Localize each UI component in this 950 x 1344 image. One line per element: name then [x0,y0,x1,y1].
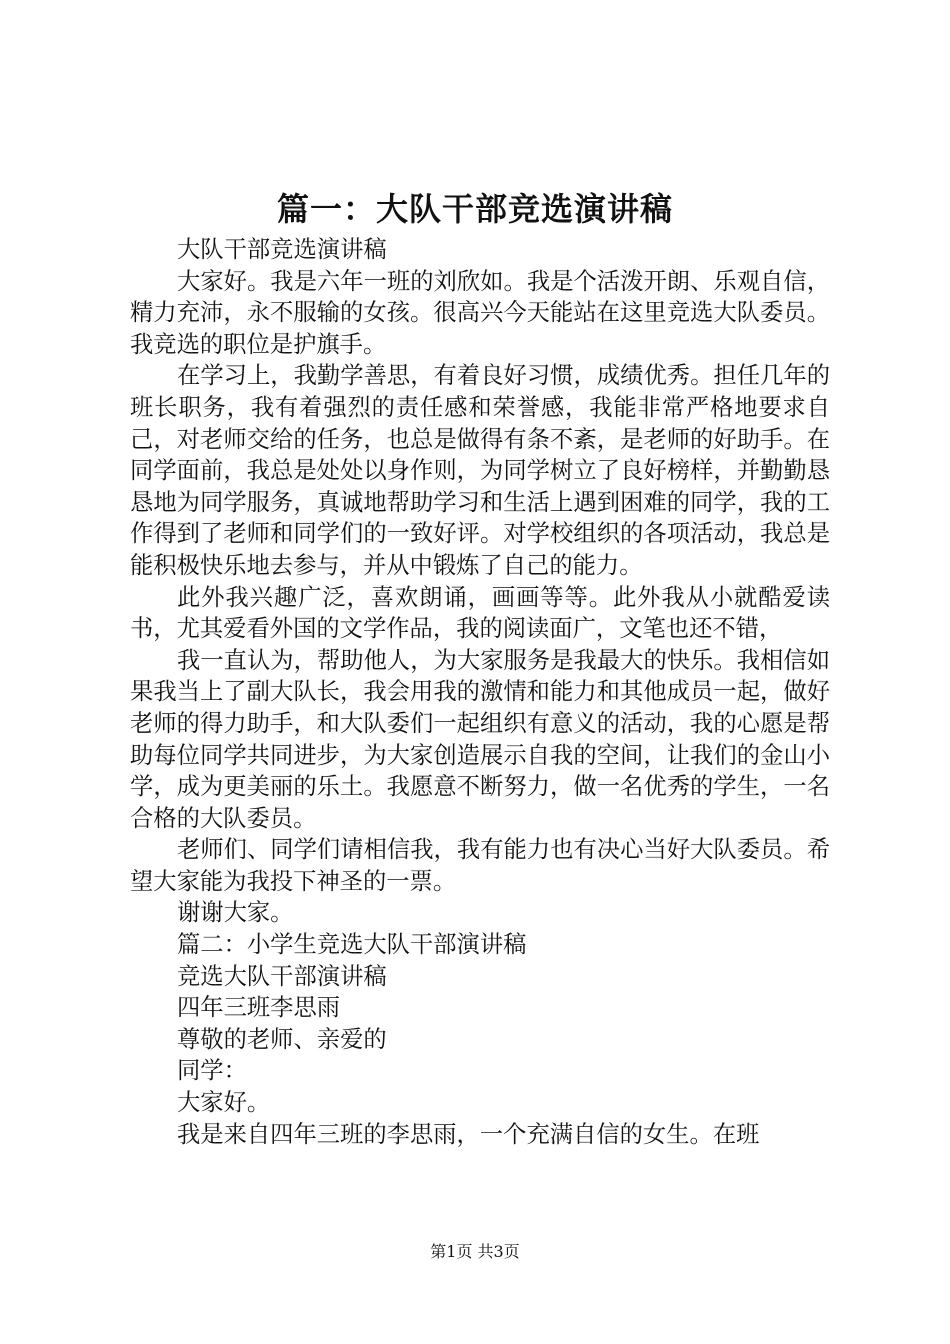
document-title: 篇一：大队干部竞选演讲稿 [276,190,673,228]
page-number-footer: 第1页 共3页 [430,1242,520,1261]
paragraph-self-intro: 我是来自四年三班的李思雨，一个充满自信的女生。在班 [177,1120,760,1148]
paragraph-service: 我一直认为，帮助他人，为大家服务是我最大的快乐。我相信如果我当上了副大队长，我会用我的激情和能力和其他成员一起，做好老师的得力助手，和大队委们一起组织有意义的活动，我的心愿是帮助每位同学共同进步，为大家创造展示自我的空间，让我们的金山小学，成为更美丽的乐土。我愿意不断努力，做一名优秀的学生，一名合格的大队委员。 [130,646,830,832]
paragraph-thanks: 谢谢大家。 [177,899,294,927]
document-body [130,234,830,1150]
paragraph-subtitle: 大队干部竞选演讲稿 [177,236,387,263]
paragraph-salutation-cont: 同学： [177,1057,247,1085]
paragraph-author: 四年三班李思雨 [177,994,341,1022]
paragraph-salutation: 尊敬的老师、亲爱的 [177,1025,387,1053]
paragraph-section-two-heading: 篇二：小学生竞选大队干部演讲稿 [177,931,527,959]
paragraph-introduction: 大家好。我是六年一班的刘欣如。我是个活泼开朗、乐观自信，精力充沛，永不服输的女孩。很高兴今天能站在这里竞选大队委员。我竞选的职位是护旗手。 [130,267,830,358]
paragraph-interests: 此外我兴趣广泛，喜欢朗诵，画画等等。此外我从小就酷爱读书，尤其爱看外国的文学作品，我的阅读面广，文笔也还不错， [130,583,830,643]
paragraph-greeting: 大家好。 [177,1089,271,1117]
paragraph-appeal: 老师们、同学们请相信我，我有能力也有决心当好大队委员。希望大家能为我投下神圣的一票。 [130,836,830,895]
paragraph-section-two-title: 竞选大队干部演讲稿 [177,962,387,990]
paragraph-study: 在学习上，我勤学善思，有着良好习惯，成绩优秀。担任几年的班长职务，我有着强烈的责任感和荣誉感，我能非常严格地要求自己，对老师交给的任务，也总是做得有条不紊，是老师的好助手。在同学面前，我总是处处以身作则，为同学树立了良好榜样，并勤勤恳恳地为同学服务，真诚地帮助学习和生活上遇到困难的同学，我的工作得到了老师和同学们的一致好评。对学校组织的各项活动，我总是能积极快乐地去参与，并从中锻炼了自己的能力。 [130,362,830,579]
